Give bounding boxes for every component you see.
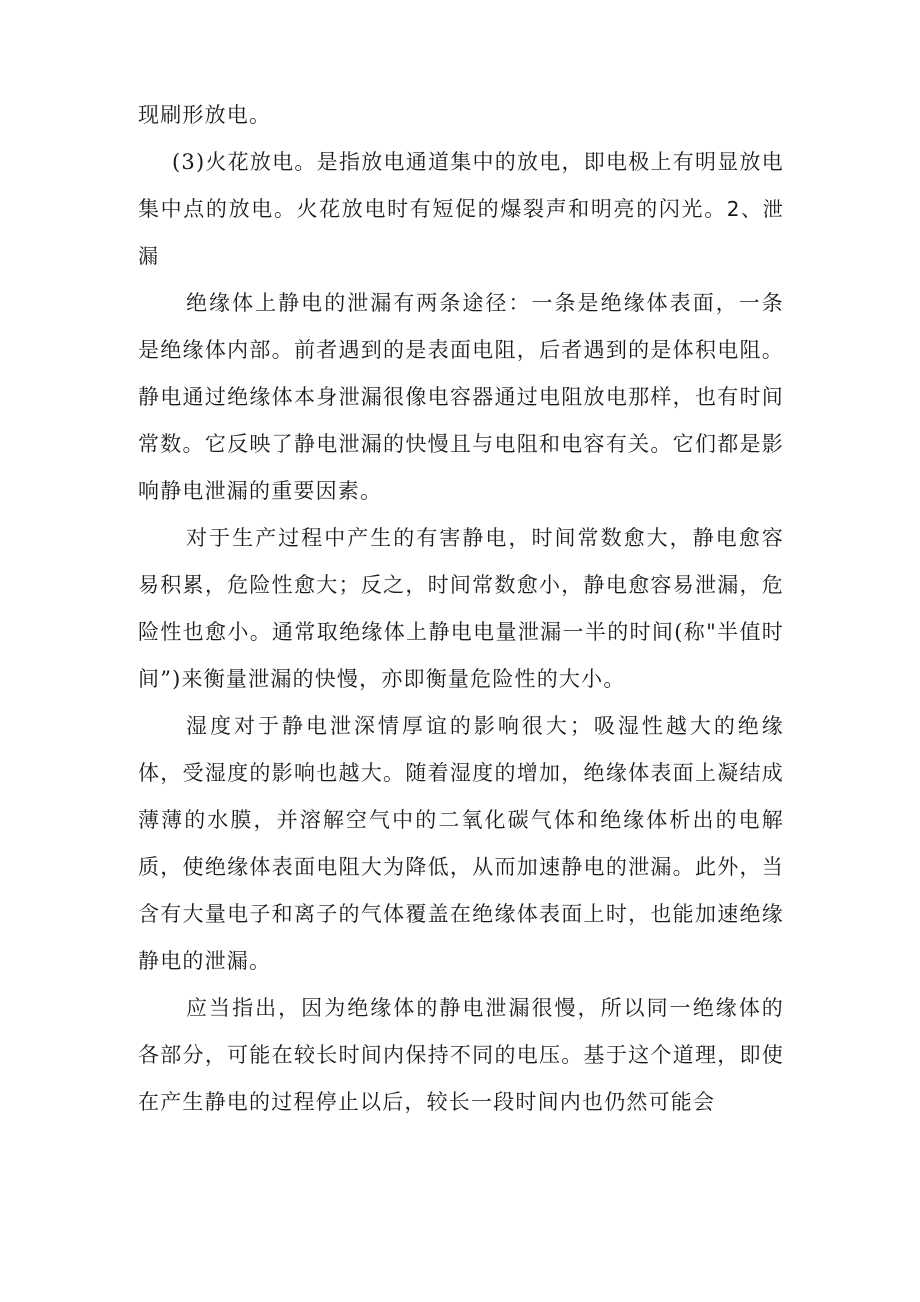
paragraph-time-constant [138, 515, 784, 703]
document-body [138, 92, 784, 1126]
paragraph-text: (3)火花放电。是指放电通道集中的放电，即电极上有明显放电集中点的放电。火花放电时有短促的爆裂声和明亮的闪光。 [138, 150, 784, 221]
paragraph-spark-discharge [138, 139, 784, 280]
paragraph-text: 绝缘体上静电的泄漏有两条途径：一条是绝缘体表面，一条是绝缘体内部。前者遇到的是表面电阻，后者遇到的是体积电阻。静电通过绝缘体本身泄漏很像电容器通过电阻放电那样，也有时间常数。它反映了静电泄漏的快慢且与电阻和电容有关。它们都是影响静电泄漏的重要因素。 [138, 291, 784, 503]
paragraph-continuation [138, 92, 784, 139]
paragraph-slow-leakage [138, 985, 784, 1126]
paragraph-text: 现刷形放电。 [138, 103, 272, 127]
paragraph-text: 对于生产过程中产生的有害静电，时间常数愈大，静电愈容易积累，危险性愈大；反之，时间常数愈小，静电愈容易泄漏，危险性也愈小。通常取绝缘体上静电电量泄漏一半的时间(称"半值时间”)来衡量泄漏的快慢，亦即衡量危险性的大小。 [138, 526, 784, 691]
paragraph-leakage-paths [138, 280, 784, 515]
paragraph-text: 应当指出，因为绝缘体的静电泄漏很慢，所以同一绝缘体的各部分，可能在较长时间内保持不同的电压。基于这个道理，即使在产生静电的过程停止以后，较长一段时间内也仍然可能会 [138, 996, 784, 1114]
paragraph-text: 湿度对于静电泄深情厚谊的影响很大；吸湿性越大的绝缘体，受湿度的影响也越大。随着湿度的增加，绝缘体表面上凝结成薄薄的水膜，并溶解空气中的二氧化碳气体和绝缘体析出的电解质，使绝缘体表面电阻大为降低，从而加速静电的泄漏。此外，当含有大量电子和离子的气体覆盖在绝缘体表面上时，也能加速绝缘静电的泄漏。 [138, 714, 784, 973]
paragraph-humidity [138, 703, 784, 985]
section-heading-leakage: 2、泄漏 [138, 197, 784, 268]
